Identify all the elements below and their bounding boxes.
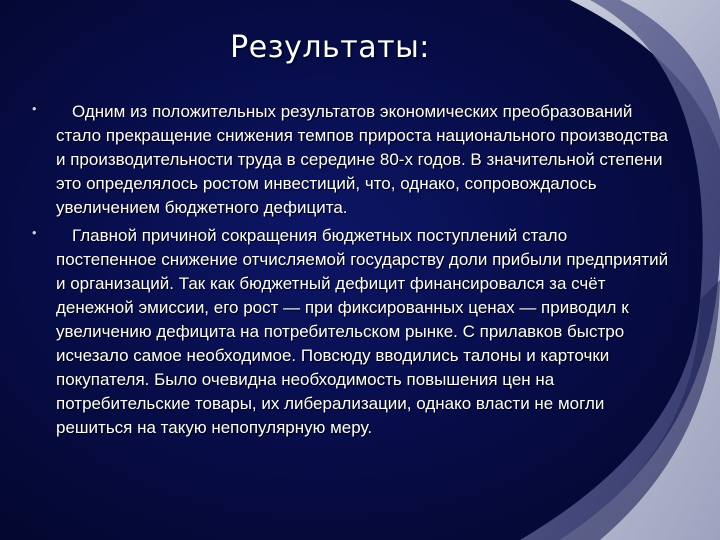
bullet-item: [32, 100, 672, 220]
bullet-text: Одним из положительных результатов экономических преобразований стало прекращение снижения темпов прироста национального производства и производительности труда в середине 80-х годов. В значительной степени это определялось ростом инвестиций, что, однако, сопровождалось увеличением бюджетного дефицита.: [56, 102, 668, 217]
bullet-marker: •: [32, 225, 37, 240]
slide-title: Результаты:: [230, 30, 430, 65]
bullet-list: [32, 100, 672, 444]
bullet-item: [32, 224, 672, 440]
bullet-marker: •: [32, 101, 37, 116]
bullet-text: Главной причиной сокращения бюджетных поступлений стало постепенное снижение отчисляемой государству доли прибыли предприятий и организаций. Так как бюджетный дефицит финансировался за счёт денежной эмиссии, его рост — при фиксированных ценах — приводил к увеличению дефицита на потребительском рынке. С прилавков быстро исчезало самое необходимое. Повсюду вводились талоны и карточки покупателя. Было очевидна необходимость повышения цен на потребительские товары, их либерализации, однако власти не могли решиться на такую непопулярную меру.: [56, 226, 669, 437]
